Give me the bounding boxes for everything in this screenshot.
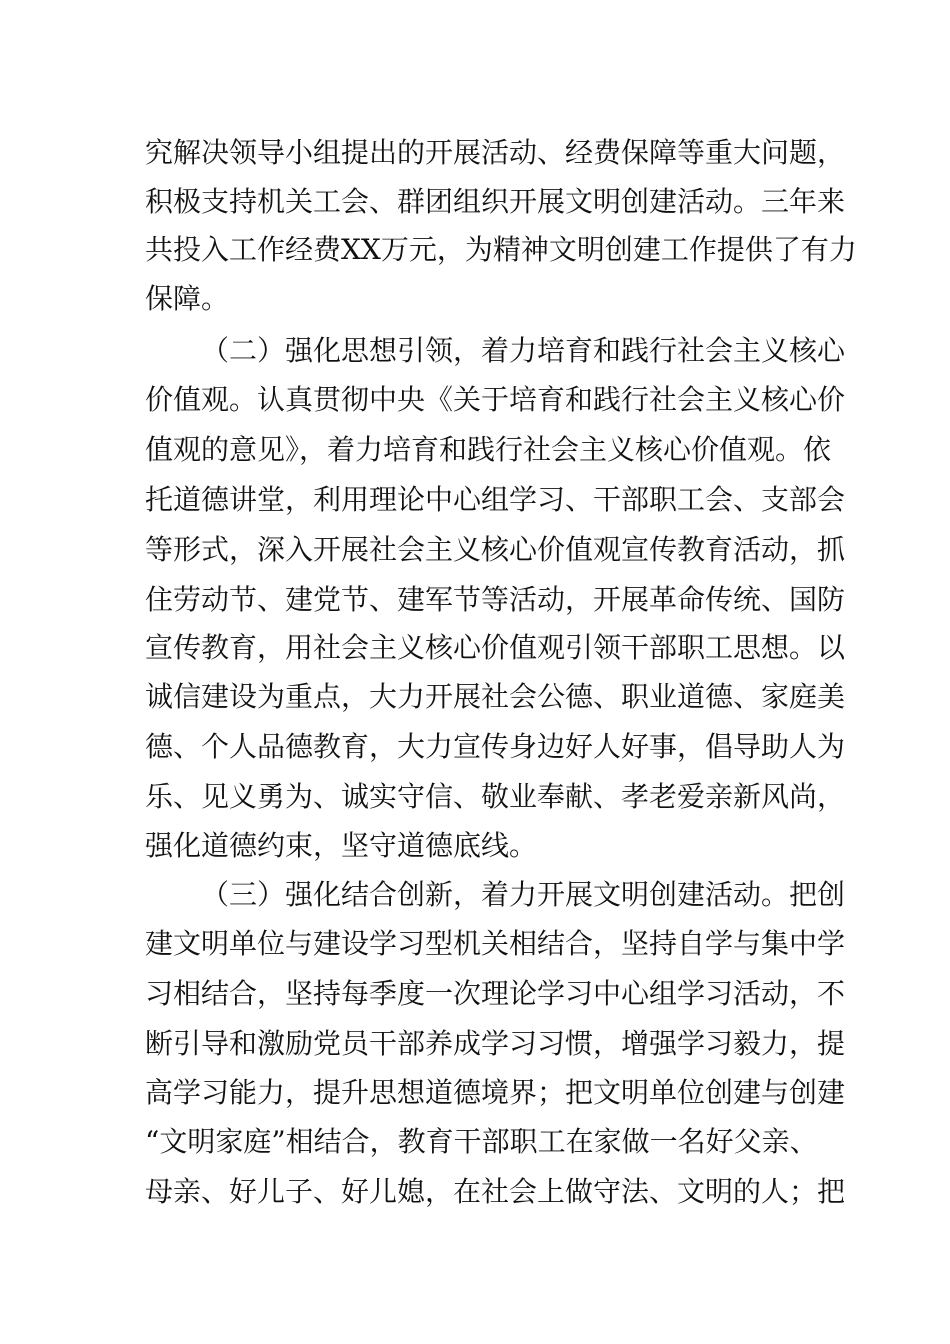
text-line: 保障。: [145, 282, 230, 315]
text-line: 断引导和激励党员干部养成学习习惯，增强学习毅力，提: [145, 1027, 846, 1060]
text-line: 值观的意见》，着力培育和践行社会主义核心价值观。依: [145, 433, 832, 466]
text-line: 建文明单位与建设学习型机关相结合，坚持自学与集中学: [145, 927, 846, 960]
section-heading-line: （三）强化结合创新，着力开展文明创建活动。把创: [201, 878, 846, 911]
section-heading-line: （二）强化思想引领，着力培育和践行社会主义核心: [201, 334, 846, 367]
text-line: 高学习能力，提升思想道德境界；把文明单位创建与创建: [145, 1076, 846, 1109]
text-line: 宣传教育，用社会主义核心价值观引领干部职工思想。以: [145, 631, 846, 664]
text-line: 强化道德约束，坚守道德底线。: [145, 829, 538, 862]
text-line: 积极支持机关工会、群团组织开展文明创建活动。三年来: [145, 185, 846, 218]
text-line: 究解决领导小组提出的开展活动、经费保障等重大问题，: [145, 136, 846, 169]
text-line: 价值观。认真贯彻中央《关于培育和践行社会主义核心价: [145, 383, 846, 416]
text-line: 住劳动节、建党节、建军节等活动，开展革命传统、国防: [145, 583, 846, 616]
text-line: 共投入工作经费XX万元，为精神文明创建工作提供了有力: [145, 233, 857, 266]
text-line: 乐、见义勇为、诚实守信、敬业奉献、孝老爱亲新风尚，: [145, 780, 846, 813]
text-line: “文明家庭”相结合，教育干部职工在家做一名好父亲、: [145, 1125, 818, 1158]
text-line: 托道德讲堂，利用理论中心组学习、干部职工会、支部会: [145, 483, 846, 516]
text-line: 诚信建设为重点，大力开展社会公德、职业道德、家庭美: [145, 680, 846, 713]
text-line: 母亲、好儿子、好儿媳，在社会上做守法、文明的人；把: [145, 1175, 846, 1208]
text-line: 等形式，深入开展社会主义核心价值观宣传教育活动，抓: [145, 533, 846, 566]
text-line: 德、个人品德教育，大力宣传身边好人好事，倡导助人为: [145, 730, 846, 763]
text-line: 习相结合，坚持每季度一次理论学习中心组学习活动，不: [145, 977, 846, 1010]
